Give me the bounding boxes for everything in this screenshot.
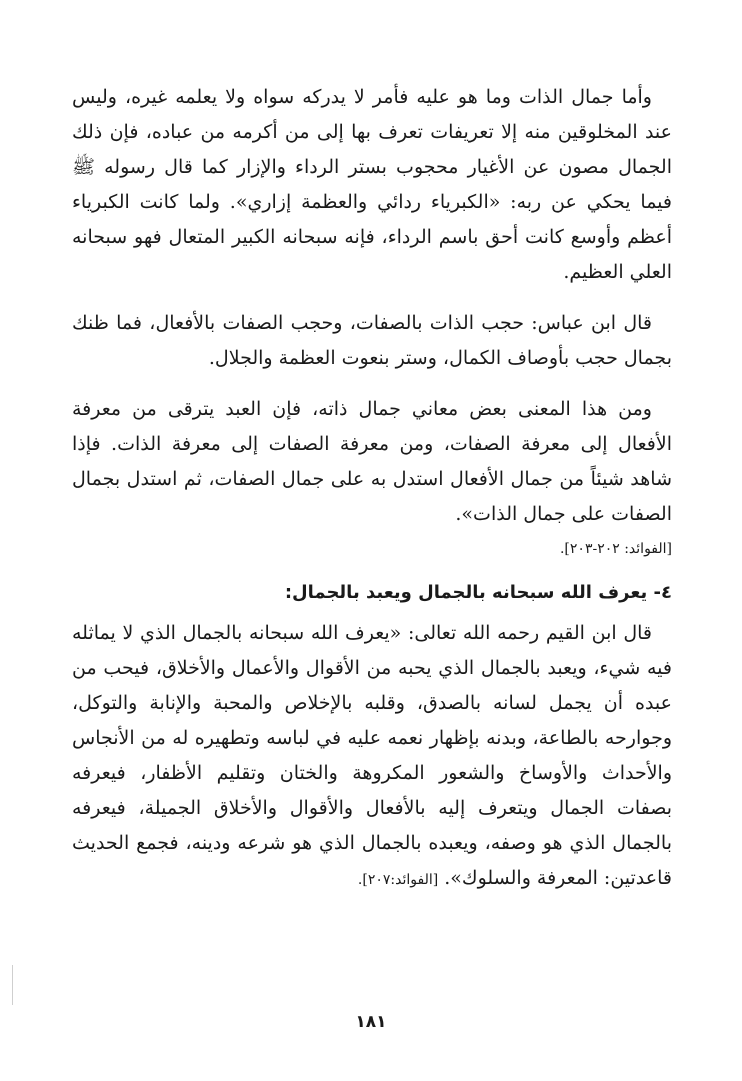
paragraph-2: قال ابن عباس: حجب الذات بالصفات، وحجب الصفات بالأفعال، فما ظنك بجمال حجب بأوصاف الكمال، وستر بنعوت العظمة والجلال. xyxy=(72,312,672,369)
page-body xyxy=(72,80,672,914)
scan-edge-mark xyxy=(12,965,13,1005)
reference-1: [الفوائد: ٢٠٢-٢٠٣]. xyxy=(559,541,672,557)
paragraph-4-text: قال ابن القيم رحمه الله تعالى: «يعرف الله سبحانه بالجمال الذي لا يماثله فيه شيء، ويعبد بالجمال الذي يحبه من الأقوال والأعمال والأخلاق، فيحب من عبده أن يجمل لسانه بالصدق، وقلبه بالإخلاص والمحبة والإنابة والتوكل، وجوارحه بالطاعة، وبدنه بإظهار نعمه عليه في لباسه وتطهيره له من الأنجاس والأحداث والأوساخ والشعور المكروهة والختان وتقليم الأظفار، فيعرفه بصفات الجمال ويتعرف إليه بالأفعال والأقوال والأخلاق الجميلة، فيعرفه بالجمال الذي هو وصفه، ويعبده بالجمال الذي هو شرعه ودينه، فجمع الحديث قاعدتين: المعرفة والسلوك». xyxy=(72,622,672,889)
paragraph-3: ومن هذا المعنى بعض معاني جمال ذاته، فإن العبد يترقى من معرفة الأفعال إلى معرفة الصفات، ومن معرفة الصفات إلى معرفة الذات. فإذا شاهد شيئاً من جمال الأفعال استدل به على جمال الصفات، ثم استدل بجمال الصفات على جمال الذات». xyxy=(72,398,672,525)
page-number: ١٨١ xyxy=(355,1012,387,1032)
reference-2: [الفوائد:٢٠٧]. xyxy=(357,872,439,888)
paragraph-4 xyxy=(72,616,672,898)
section-heading: ٤- يعرف الله سبحانه بالجمال ويعبد بالجمال: xyxy=(284,582,672,603)
paragraph-1: وأما جمال الذات وما هو عليه فأمر لا يدركه سواه ولا يعلمه غيره، وليس عند المخلوقين منه إلا تعريفات تعرف بها إلى من أكرمه من عباده، فإن ذلك الجمال مصون عن الأغيار محجوب بستر الرداء والإزار كما قال رسوله ﷺ فيما يحكي عن ربه: «الكبرياء ردائي والعظمة إزاري». ولما كانت الكبرياء أعظم وأوسع كانت أحق باسم الرداء، فإنه سبحانه الكبير المتعال فهو سبحانه العلي العظيم. xyxy=(72,86,672,283)
